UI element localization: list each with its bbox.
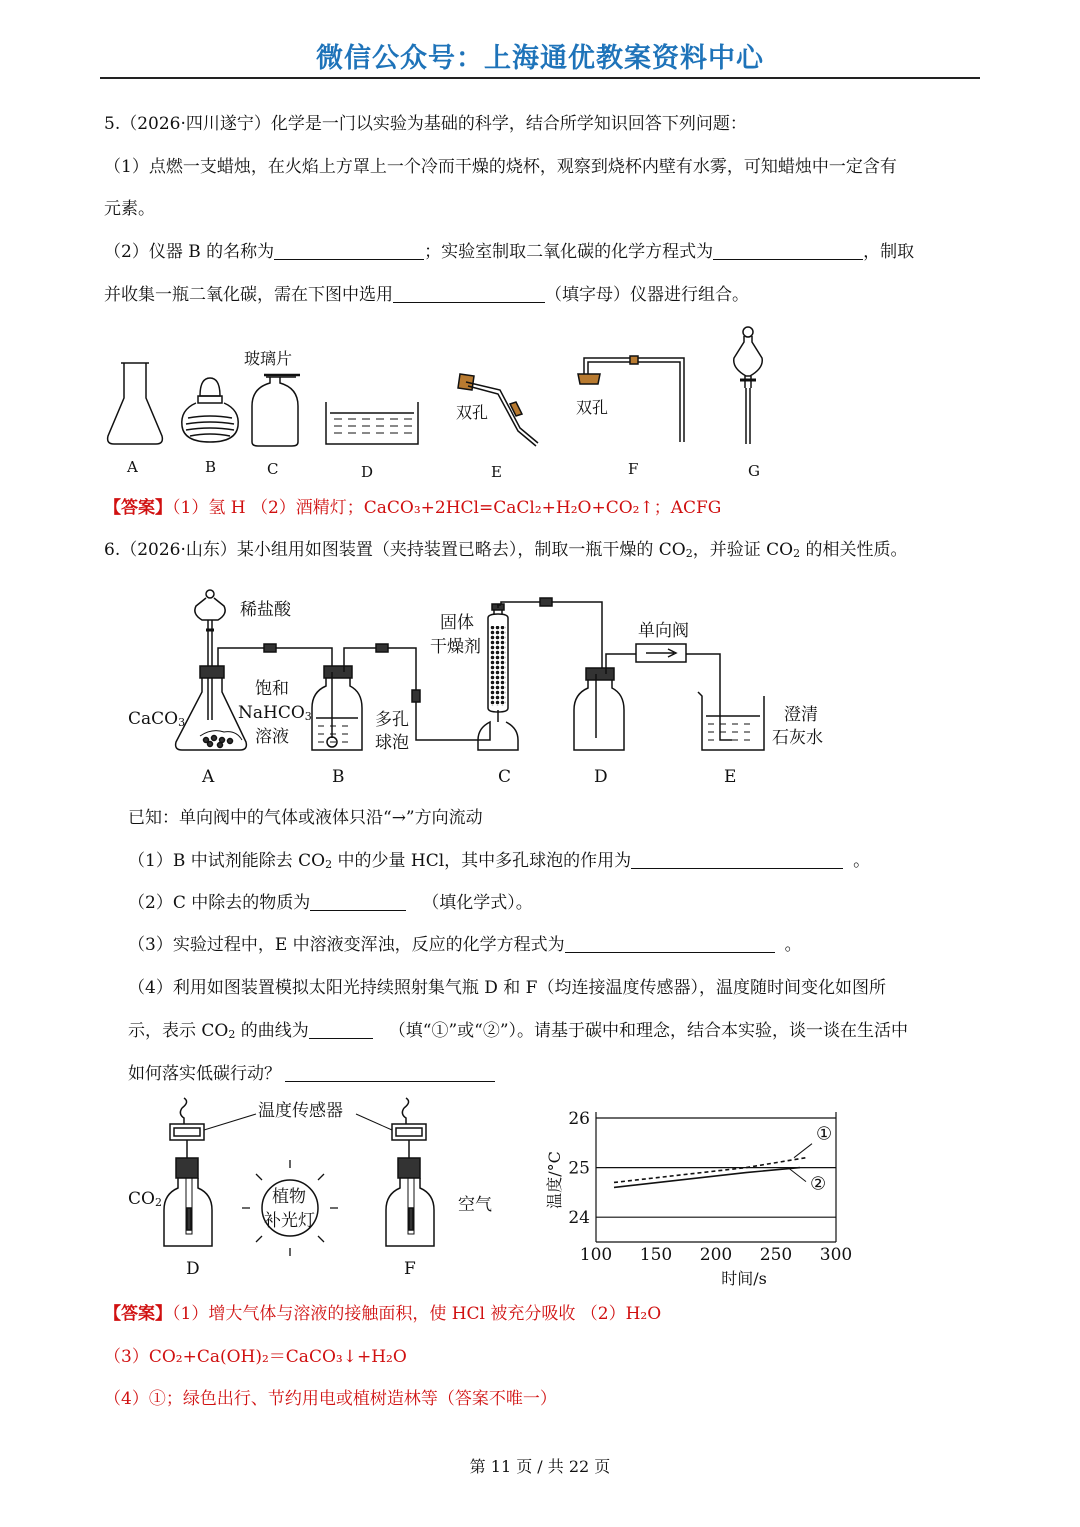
q5-blank-instrument-name[interactable] [274,241,424,260]
label-fill-light: 补光灯 [264,1211,315,1231]
series-label-2: ② [810,1173,827,1195]
label-temp-sensor: 温度传感器 [258,1101,343,1121]
label-g: G [748,462,760,480]
q6-answer-4: （4）①；绿色出行、节约用电或植树造林等（答案不唯一） [104,1389,557,1409]
q5-part1-line1: （1）点燃一支蜡烛，在火焰上方罩上一个冷而干燥的烧杯，观察到烧杯内壁有水雾，可知蜡烛中一定含有 [104,157,897,177]
conical-flask-a [108,363,163,444]
label-co2-text: CO [128,1189,155,1209]
q6-stem-sub1: 2 [685,547,693,560]
page-header-title: 微信公众号：上海通优教案资料中心 [316,43,764,74]
x-tick-label: 250 [759,1245,793,1265]
beaker-e [698,692,764,750]
q6-stem-sub2: 2 [793,547,801,560]
label-porous-2: 球泡 [375,733,409,753]
label-6b: B [332,767,345,787]
q5-stem: 5.（2026·四川遂宁）化学是一门以实验为基础的科学，结合所学知识回答下列问题： [104,114,747,134]
q6-stem-a: 6.（2026·山东）某小组用如图装置（夹持装置已略去），制取一瓶干燥的 CO [104,540,686,560]
q5-part2-text-e: （填字母）仪器进行组合。 [545,285,749,305]
q6-part4-c: （填“①”或“②”）。请基于碳中和理念，结合本实验，谈一谈在生活中 [388,1021,909,1041]
q6-part1-a: （1）B 中试剂能除去 CO [128,851,326,871]
q6-stem [104,539,908,561]
y-tick-label: 24 [568,1208,590,1229]
q6-answer-line1 [104,1303,661,1325]
label-6a: A [202,767,215,787]
label-bottle-f: F [404,1259,416,1279]
bottle-d-co2 [164,1098,212,1246]
label-bottle-d: D [186,1259,200,1279]
temperature-chart [540,1100,860,1290]
drying-tube-c [478,598,602,750]
q6-blank-removed-substance[interactable] [310,892,406,911]
label-check-valve: 单向阀 [638,621,689,641]
q6-answer-tag: 【答案】 [104,1304,172,1324]
label-porous-1: 多孔 [375,710,409,730]
label-e: E [491,463,502,481]
series-leader-1 [794,1144,812,1158]
label-co2 [128,1188,162,1210]
x-tick-label: 150 [639,1245,673,1265]
x-tick-label: 300 [819,1245,853,1265]
q6-part1 [128,850,870,872]
q6-blank-curve[interactable] [309,1020,373,1039]
separatory-funnel-g [734,327,763,444]
x-axis-label: 时间/s [721,1269,767,1288]
label-6e: E [724,767,737,787]
q6-blank-porous-role[interactable] [631,850,843,869]
x-tick-label: 200 [699,1245,733,1265]
label-6d: D [594,767,608,787]
q5-answer [104,497,721,519]
label-a: A [127,458,138,476]
q6-answer-3: （3）CO₂+Ca(OH)₂＝CaCO₃↓+H₂O [104,1347,407,1367]
q6-part2-a: （2）C 中除去的物质为 [128,893,311,913]
q6-known: 已知：单向阀中的气体或液体只沿“→”方向流动 [128,808,483,828]
label-desiccant: 干燥剂 [430,637,481,657]
q5-answer-tag: 【答案】 [104,498,172,518]
header-rule [100,77,980,79]
label-c: C [267,460,279,478]
series-label-1: ① [816,1123,833,1145]
q6-part2 [128,892,533,914]
q6-part3 [128,934,802,956]
q6-part4-line3 [128,1063,495,1085]
page-footer: 第 11 页 / 共 22 页 [469,1457,611,1476]
q6-part4-d: 如何落实低碳行动？ [128,1064,281,1084]
label-solution: 溶液 [255,727,289,747]
q6-part1-c: 。 [853,851,871,871]
y-axis-label: 温度/°C [545,1151,564,1209]
q6-part2-b: （填化学式）。 [422,893,533,913]
collecting-bottle-d [574,644,720,750]
label-double-hole-e: 双孔 [456,403,489,422]
y-tick-label: 26 [568,1109,590,1129]
label-limewater: 石灰水 [772,728,823,748]
q6-apparatus-figure [120,580,840,790]
label-dilute-hcl: 稀盐酸 [240,600,291,620]
q5-part2-text-c: ，制取 [863,242,915,262]
label-6c: C [498,767,512,787]
series-line-2 [614,1168,800,1188]
label-co2-sub: 2 [154,1196,162,1209]
label-clear: 澄清 [784,705,818,725]
q6-part4-a: 示，表示 CO [128,1021,229,1041]
q5-blank-apparatus[interactable] [393,284,545,303]
q6-blank-low-carbon[interactable] [285,1063,495,1082]
label-d: D [361,463,374,481]
label-air: 空气 [458,1195,492,1215]
q6-sunlight-figure [120,1096,520,1286]
q5-part2-text-d: 并收集一瓶二氧化碳，需在下图中选用 [104,285,393,305]
q5-answer-text: （1）氢 H （2）酒精灯；CaCO₃+2HCl=CaCl₂+H₂O+CO₂↑；ACFG [172,498,722,518]
q6-part1-sub: 2 [325,858,333,871]
q5-part2-text-b: ；实验室制取二氧化碳的化学方程式为 [424,242,714,262]
label-b: B [205,458,217,476]
q6-part4-sub: 2 [228,1028,236,1041]
gas-jar-c [252,375,300,446]
label-nahco3 [238,702,312,724]
q5-part2-line2 [104,284,749,306]
bottle-f-air [386,1098,434,1246]
q6-part4-line2 [128,1020,908,1042]
q6-part4-line1: （4）利用如图装置模拟太阳光持续照射集气瓶 D 和 F（均连接温度传感器），温度随时间变化如图所 [128,978,886,998]
q6-stem-b: ，并验证 CO [692,540,794,560]
x-tick-label: 100 [579,1245,613,1265]
q5-part2-text-a: （2）仪器 B 的名称为 [104,242,275,262]
alcohol-lamp-b [182,378,238,442]
label-caco3-sub: 3 [178,716,186,729]
label-nahco3-text: NaHCO [238,703,305,723]
q5-part1-line2: 元素。 [104,199,155,219]
label-double-hole-f: 双孔 [576,398,609,417]
q6-part3-b: 。 [784,935,802,955]
label-f: F [628,460,639,478]
label-solid: 固体 [440,613,474,633]
q6-part4-b: 的曲线为 [235,1021,309,1041]
q6-stem-c: 的相关性质。 [800,540,908,560]
label-caco3 [128,708,185,730]
label-saturated: 饱和 [255,679,289,699]
q6-blank-equation[interactable] [565,934,775,953]
y-tick-label: 25 [568,1158,590,1179]
label-glass-plate: 玻璃片 [244,349,293,368]
q6-part3-a: （3）实验过程中，E 中溶液变浑浊，反应的化学方程式为 [128,935,565,955]
label-caco3-text: CaCO [128,709,179,729]
plant-lamp [242,1160,338,1256]
series-leader-2 [788,1168,806,1182]
q6-part1-b: 中的少量 HCl，其中多孔球泡的作用为 [332,851,632,871]
temperature-chart-svg [540,1100,860,1290]
q5-blank-equation[interactable] [713,241,863,260]
q5-part2-line1 [104,241,914,263]
q6-answer-1: （1）增大气体与溶液的接触面积，使 HCl 被充分吸收 （2）H₂O [172,1304,662,1324]
label-plant: 植物 [272,1187,306,1207]
water-trough-d [326,402,418,444]
label-nahco3-sub: 3 [304,710,312,723]
